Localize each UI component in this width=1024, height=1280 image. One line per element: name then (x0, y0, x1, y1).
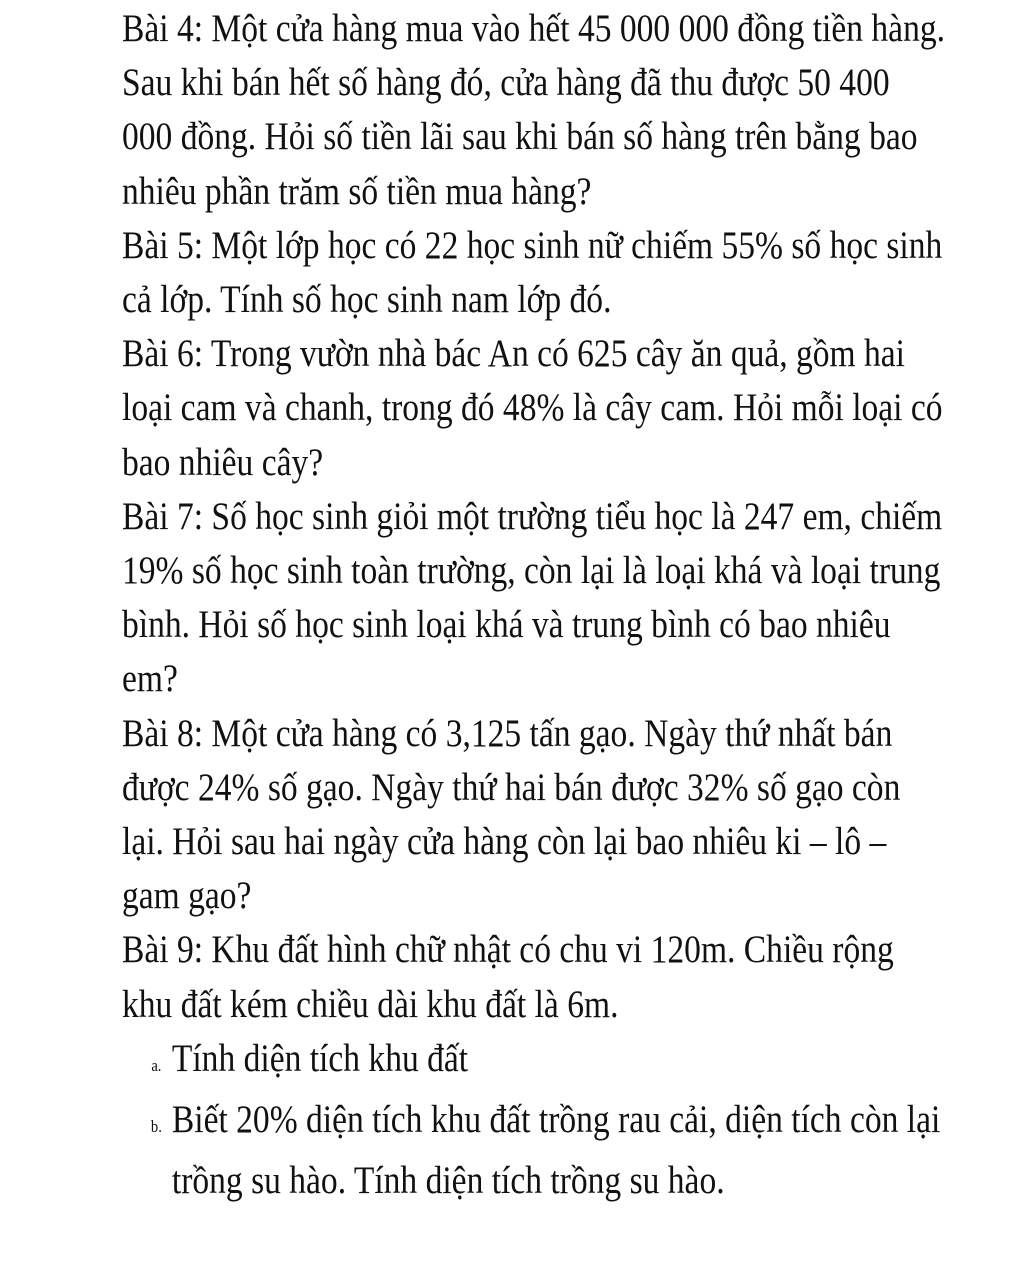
exercise-document (122, 2, 991, 1208)
problem-5 (122, 219, 991, 327)
subitem-b (122, 1093, 991, 1208)
problem-line: Bài 4: Một cửa hàng mua vào hết 45 000 000 đồng tiền hàng. (122, 7, 945, 50)
problem-line: Bài 6: Trong vườn nhà bác An có 625 cây ăn quả, gồm hai (122, 332, 906, 376)
problem-line: loại cam và chanh, trong đó 48% là cây cam. Hỏi mỗi loại có (122, 386, 943, 430)
problem-line: Bài 7: Số học sinh giỏi một trường tiểu học là 247 em, chiếm (122, 494, 943, 538)
problem-line: 000 đồng. Hỏi số tiền lãi sau khi bán số hàng trên bằng bao (122, 115, 918, 159)
problem-line: được 24% số gạo. Ngày thứ hai bán được 32% số gạo còn (122, 765, 901, 809)
problem-line: Sau khi bán hết số hàng đó, cửa hàng đã thu được 50 400 (122, 61, 890, 105)
problem-8 (122, 707, 991, 924)
subitem-line: trồng su hào. Tính diện tích trồng su hào. (171, 1159, 725, 1203)
problem-line: em? (122, 657, 178, 701)
problem-line: nhiêu phần trăm số tiền mua hàng? (122, 169, 592, 213)
problem-line: gam gạo? (122, 874, 252, 918)
problem-line: khu đất kém chiều dài khu đất là 6m. (122, 982, 619, 1026)
problem-line: bao nhiêu cây? (122, 440, 324, 484)
subitem-marker: b. (150, 1117, 162, 1137)
problem-6 (122, 327, 991, 490)
problem-line: Bài 9: Khu đất hình chữ nhật có chu vi 120m. Chiều rộng (122, 928, 894, 972)
problem-9 (122, 923, 991, 1208)
problem-line: Bài 5: Một lớp học có 22 học sinh nữ chiếm 55% số học sinh (122, 223, 943, 267)
problem-4 (122, 2, 991, 219)
subitem-line (122, 1032, 991, 1093)
subitem-text: Tính diện tích khu đất (171, 1036, 469, 1080)
problem-line: lại. Hỏi sau hai ngày cửa hàng còn lại bao nhiêu ki – lô – (122, 820, 887, 864)
problem-line: Bài 8: Một cửa hàng có 3,125 tấn gạo. Ngày thứ nhất bán (122, 711, 893, 755)
subitem-a (122, 1032, 991, 1093)
subitem-line (122, 1093, 991, 1154)
problem-line: bình. Hỏi số học sinh loại khá và trung bình có bao nhiêu (122, 603, 891, 647)
problem-7 (122, 490, 991, 707)
problem-line: cả lớp. Tính số học sinh nam lớp đó. (122, 278, 612, 322)
problem-line: 19% số học sinh toàn trường, còn lại là loại khá và loại trung (122, 549, 941, 593)
subitem-text: Biết 20% diện tích khu đất trồng rau cải, diện tích còn lại (171, 1098, 941, 1142)
subitem-marker: a. (151, 1055, 162, 1075)
